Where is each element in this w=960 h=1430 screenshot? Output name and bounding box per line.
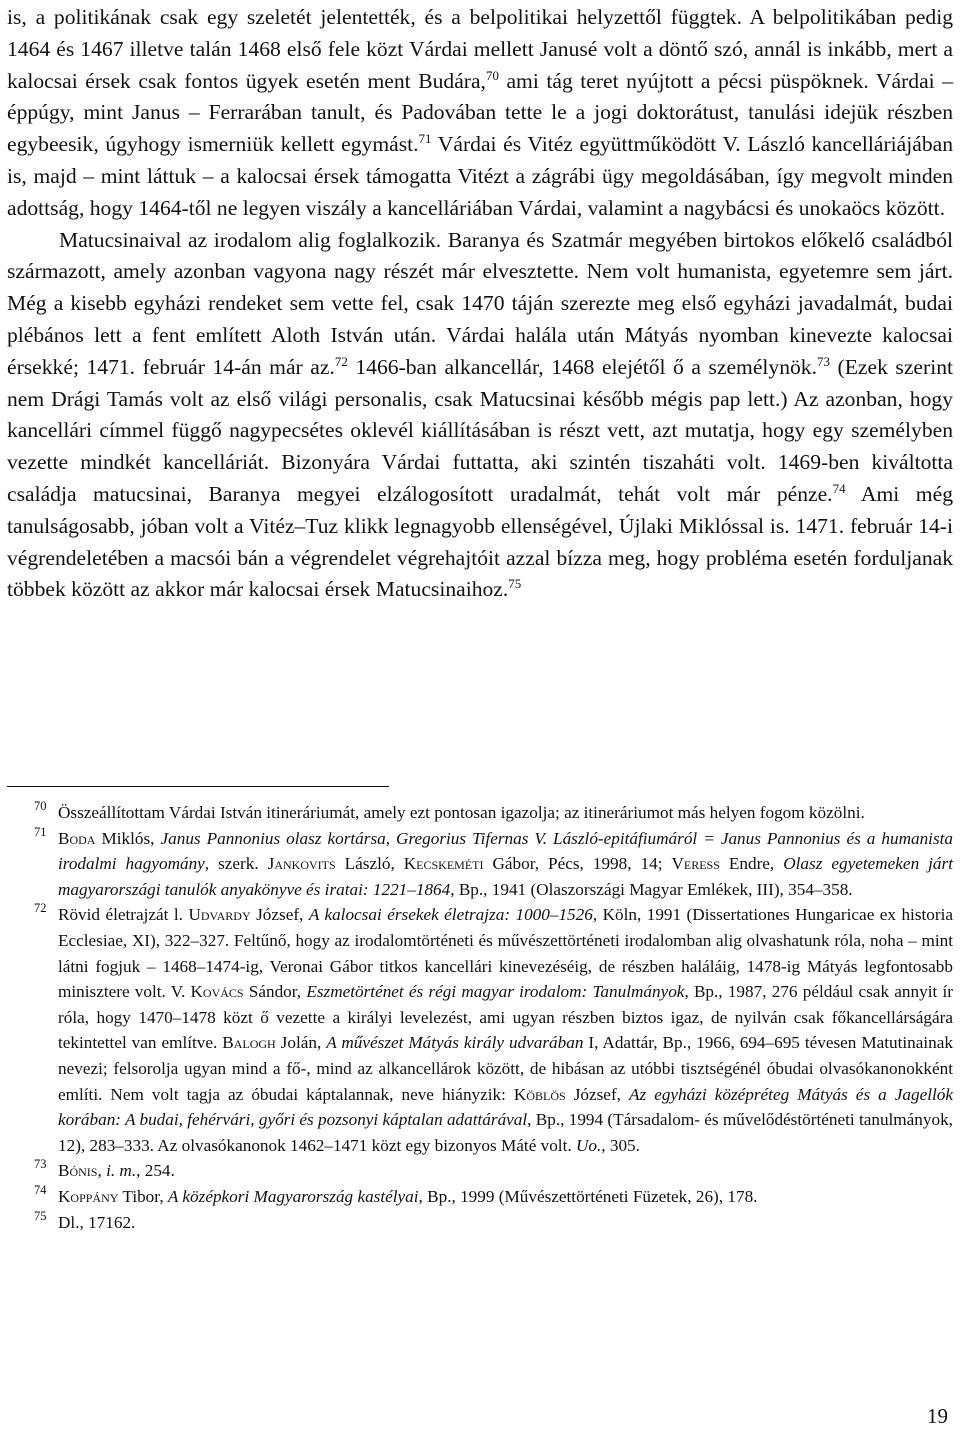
footnote-reference[interactable]: 74	[832, 480, 846, 496]
footnote-reference[interactable]: 70	[485, 67, 499, 83]
footnote-reference[interactable]: 75	[508, 576, 522, 592]
footnote-number: 73	[34, 1157, 47, 1172]
text-segment: Várdai és Vitéz együttműködött V. László kancelláriájában is, majd – mint láttuk – a kalocsai érsek támogatta Vitézt a zágrábi ügy megoldásában, így megvolt minden adottság, hogy 1464-től ne legyen viszály a kancelláriában Várdai, valamint a nagybácsi és unokaöcs között.	[7, 132, 953, 220]
text-segment: ,	[97, 1161, 107, 1181]
text-segment: , Bp., 1999 (Művészettörténeti Füzetek, 26), 178.	[418, 1186, 758, 1206]
text-segment: Miklós,	[95, 828, 161, 848]
text-segment: , Köln, 1991 (Dissertationes Hungaricae ex historia Ecclesiae, XI), 322–327. Feltűnő, hogy az irodalomtörténeti és művészettörténeti irodalomban alig olvashatunk róla, noha – mint látni fogjuk – 1468–1474-ig, Veronai Gábor titkos kancellári kinevezéséig, de részben haláláig, 1478-ig Mátyás legfontosabb minisztere volt. V.	[58, 905, 954, 1002]
text-segment: , szerk.	[204, 854, 268, 874]
text-segment: Gábor, Pécs, 1998, 14;	[483, 854, 672, 874]
text-segment: is, a politikának csak egy szeletét jelentették, és a belpolitikai helyzettől függtek. A belpolitikában pedig 1464 és 1467 illetve talán 1468 első fele közt Várdai mellett Janusé volt a döntő szó, annál is inkább, mert a kalocsai érsek csak fontos ügyek esetén ment Budára,	[7, 5, 953, 93]
text-segment: Jolán,	[275, 1033, 327, 1053]
author-surname: Köblös	[513, 1084, 566, 1104]
italic-title: A művészet Mátyás király udvarában	[326, 1033, 584, 1053]
author-surname: Veress	[671, 854, 720, 874]
author-surname: Balogh	[222, 1033, 276, 1053]
text-segment: Sándor,	[243, 982, 307, 1002]
footnote-71	[7, 826, 953, 903]
text-segment: Tibor,	[118, 1186, 168, 1206]
footnote-74	[7, 1184, 953, 1210]
text-segment: ami tág teret nyújtott a pécsi püspöknek. Várdai – éppúgy, mint Janus – Ferrarában tanult, és Padovában tette le a jogi doktorátust, tanulási idejük részben egybeesik, úgyhogy ismerniük kellett egymást.	[7, 68, 953, 157]
paragraph-1	[7, 2, 953, 225]
author-surname: Kecskeméti	[403, 854, 484, 874]
text-segment: Endre,	[719, 854, 784, 874]
footnotes	[7, 800, 953, 1235]
footnote-70	[7, 800, 953, 826]
author-surname: Bónis	[58, 1161, 98, 1181]
text-segment: I, Adattár, Bp., 1966, 694–695 tévesen Matutinainak nevezi; felsorolja ugyan mind a fő-, mind az alkancellárok között, de hibásan az utóbbi tisztségénél óbudai olvasókanonokként említi. Nem volt tagja az óbudai káptalannak, neve hiányzik:	[58, 1033, 953, 1104]
text-segment: 1466-ban alkancellár, 1468 elejétől ő a személynök.	[347, 354, 818, 379]
author-surname: Udvardy	[188, 905, 251, 925]
italic-title: A középkori Magyarország kastélyai	[167, 1186, 419, 1206]
footnote-number: 72	[34, 901, 47, 916]
text-segment: Matucsinaival az irodalom alig foglalkozik. Baranya és Szatmár megyében birtokos előkelő családból származott, amely azonban vagyona nagy részét már elvesztette. Nem volt humanista, egyetemre sem járt. Még a kisebb egyházi rendeket sem vette fel, csak 1470 táján szerezte meg első egyházi javadalmát, budai plébános lett a fent említett Aloth István után. Várdai halála után Mátyás nyomban kinevezte kalocsai érsekké; 1471. február 14-án már az.	[7, 227, 953, 379]
italic-title: Az egyházi középréteg Mátyás és a Jagellók korában: A budai, fehérvári, győri és pozsonyi káptalan adattárával	[58, 1084, 953, 1130]
page-number: 19	[927, 1404, 948, 1428]
text-segment: Dl., 17162.	[58, 1212, 136, 1232]
footnote-separator	[7, 786, 389, 787]
text-segment: Rövid életrajzát l.	[58, 905, 189, 925]
text-segment: (Ezek szerint nem Drági Tamás volt az első világi personalis, csak Matucsinai később mégis pap lett.) Az azonban, hogy kancellári címmel függő nagypecsétes oklevél kiállításában is részt vett, azt mutatja, hogy egy személyben vezette mindkét kancelláriát. Bizonyára Várdai futtatta, aki szintén tiszaháti volt. 1469-ben kiváltotta családja matucsinai, Baranya megyei elzálogosított uradalmát, tehát volt már pénze.	[7, 354, 953, 506]
italic-title: i. m.	[106, 1161, 137, 1181]
author-surname: Jankovits	[267, 854, 336, 874]
text-segment: , Bp., 1994 (Társadalom- és művelődéstörténeti tanulmányok, 12), 283–333. Az olvasókanonok 1462–1471 közt egy bizonyos Máté volt.	[58, 1110, 953, 1155]
footnote-number: 70	[34, 799, 47, 813]
footnote-75	[7, 1210, 953, 1236]
footnote-number: 74	[34, 1182, 47, 1197]
italic-title: Uo.	[575, 1135, 602, 1155]
text-segment: József,	[565, 1084, 629, 1104]
text-segment: , Bp., 1941 (Olaszországi Magyar Emlékek, III), 354–358.	[450, 879, 853, 899]
text-segment: Összeállítottam Várdai István itineráriumát, amely ezt pontosan igazolja; az itineráriumot más helyen fogom közölni.	[58, 803, 865, 822]
author-surname: Boda	[58, 828, 96, 848]
paragraph-2	[7, 225, 953, 607]
text-segment: , Bp., 1987, 276 például csak annyit ír róla, hogy 1470–1478 közt ő vezette a királyi levelezést, ami ugyan részben biztos igaz, de nyilván csak főkancellárságára tekintettel van említve.	[58, 982, 953, 1053]
author-surname: Koppány	[58, 1186, 119, 1206]
footnote-reference[interactable]: 73	[817, 353, 831, 369]
footnote-number: 75	[34, 1208, 47, 1223]
text-segment: Ami még tanulságosabb, jóban volt a Vitéz–Tuz klikk legnagyobb ellenségével, Újlaki Miklóssal is. 1471. február 14-i végrendeletében a macsói bán a végrendelet végrehajtóit azzal bízza meg, hogy probléma esetén forduljanak többek között az akkor már kalocsai érsek Matucsinaihoz.	[7, 481, 953, 602]
main-text	[7, 2, 953, 606]
footnote-number: 71	[34, 824, 47, 839]
author-surname: Kovács	[190, 982, 244, 1002]
text-segment: , 254.	[136, 1161, 175, 1181]
italic-title: Olasz egyetemeken járt magyarországi tanulók anyakönyve és iratai: 1221–1864	[58, 854, 953, 899]
footnote-72	[7, 902, 953, 1158]
text-segment: , 305.	[601, 1135, 640, 1155]
text-segment: József,	[250, 905, 309, 925]
footnote-73	[7, 1158, 953, 1184]
italic-title: A kalocsai érsekek életrajza: 1000–1526	[308, 905, 593, 925]
text-segment: László,	[335, 854, 404, 874]
italic-title: Janus Pannonius olasz kortársa, Gregorius Tifernas V. László-epitáfiumáról = Janus Pannonius és a humanista irodalmi hagyomány	[58, 828, 954, 874]
italic-title: Eszmetörténet és régi magyar irodalom: Tanulmányok	[306, 982, 685, 1002]
footnote-reference[interactable]: 72	[334, 353, 348, 369]
footnote-reference[interactable]: 71	[418, 131, 432, 147]
